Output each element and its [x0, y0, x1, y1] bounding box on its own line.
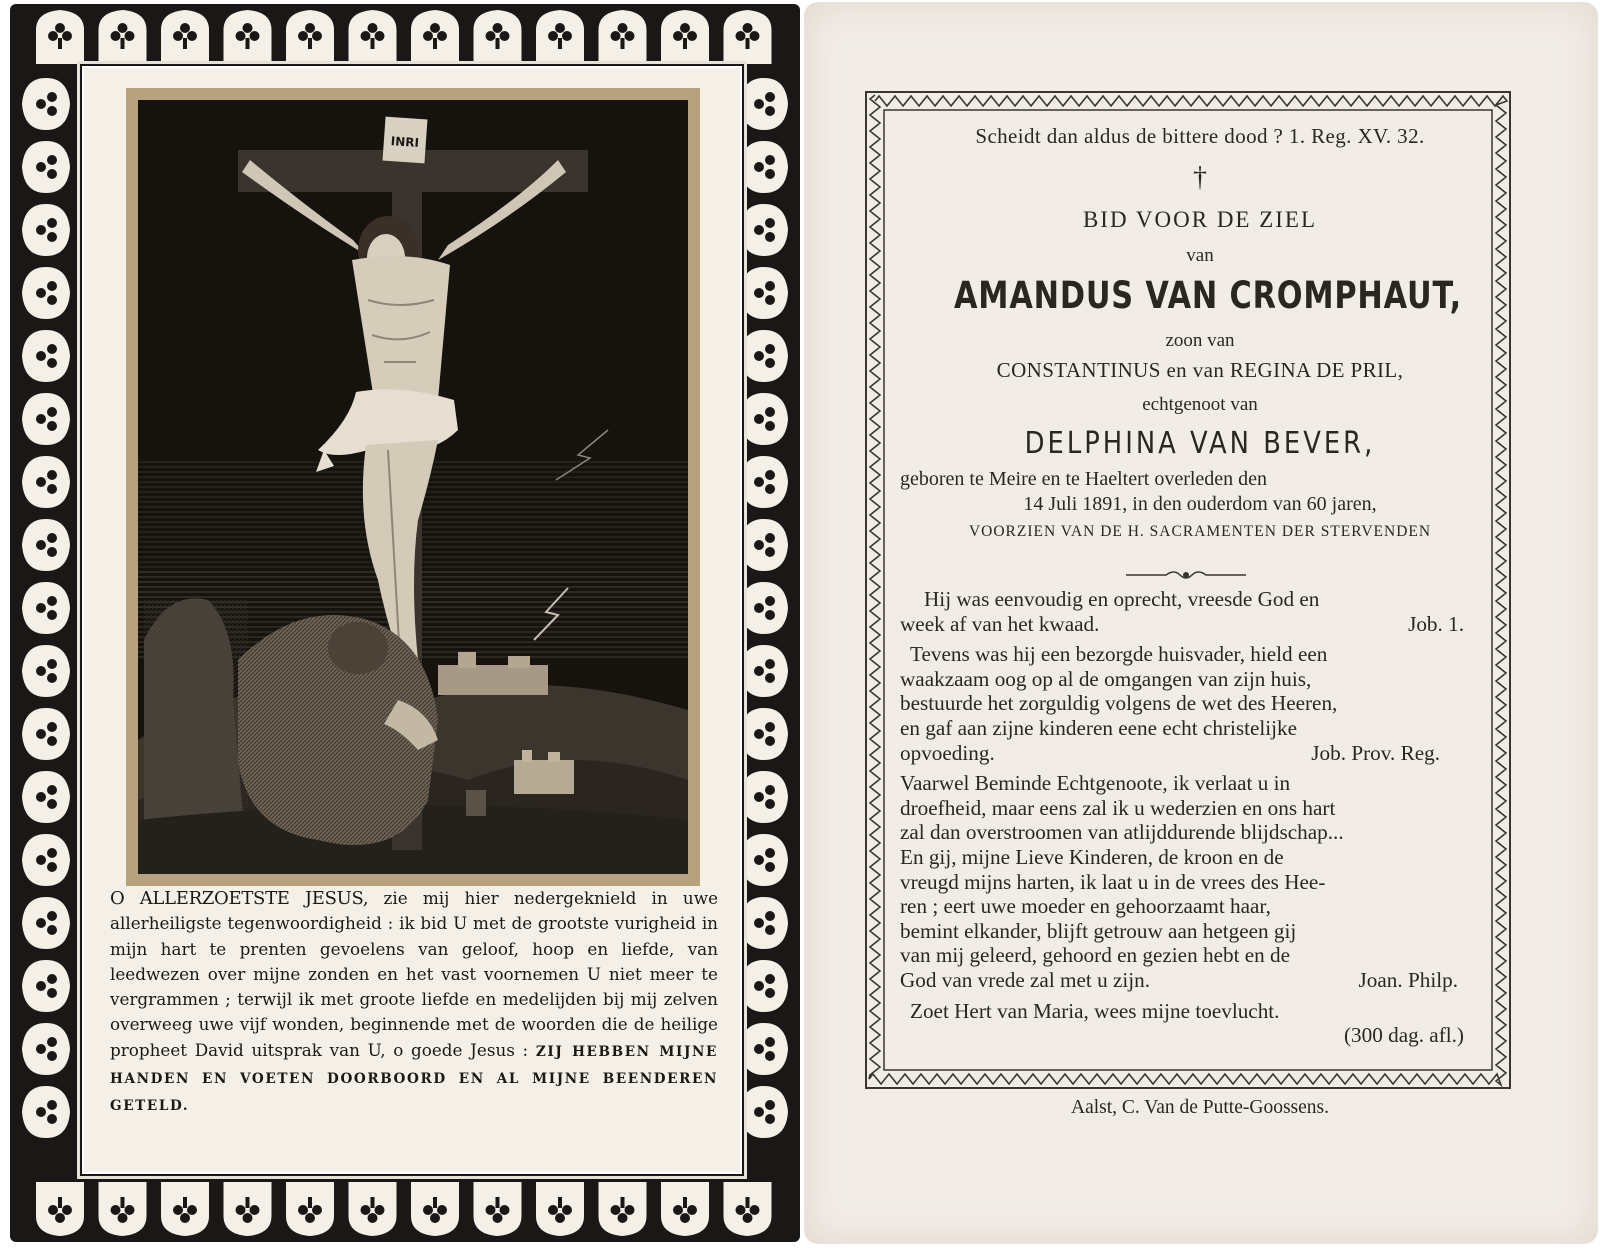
ornament-trefoil: [740, 1086, 788, 1138]
ornament-trefoil: [740, 1023, 788, 1075]
ornament-arch: [286, 1182, 334, 1236]
ornament-trefoil: [22, 393, 70, 445]
verse-line: God van vrede zal met u zijn.: [900, 967, 1151, 992]
scripture-verse: Scheidt dan aldus de bittere dood ? 1. Reg. XV. 32.: [975, 124, 1425, 148]
ornament-trefoil: [740, 204, 788, 256]
ornament-trefoil: [740, 645, 788, 697]
ornament-arch: [724, 1182, 772, 1236]
ornament-trefoil: [22, 78, 70, 130]
ornament-trefoil: [22, 645, 70, 697]
prayer-card-panel: [82, 66, 742, 1174]
prayer-quote: ZIJ HEBBEN MIJNE HANDEN EN VOETEN DOORBOORD EN AL MIJNE BEENDEREN GETELD.: [110, 1043, 718, 1115]
ornament-arch: [36, 1182, 84, 1236]
verse-line: van mij geleerd, gehoord en gezien hebt en de: [900, 943, 1291, 968]
parents-names: CONSTANTINUS en van REGINA DE PRIL,: [996, 358, 1404, 382]
verse-line: bestuurde het zorguldig volgens de wet des Heeren,: [900, 691, 1338, 716]
crucifixion-engraving: [138, 100, 688, 874]
ornament-arch: [99, 10, 147, 64]
ornament-trefoil: [740, 456, 788, 508]
verse-line: En gij, mijne Lieve Kinderen, de kroon en de: [900, 844, 1284, 869]
verse-line: waakzaam oog op al de omgangen van zijn huis,: [900, 666, 1312, 691]
ornament-trefoil: [22, 330, 70, 382]
spouse-name: DELPHINA VAN BEVER,: [1024, 426, 1376, 461]
ornament-arch: [286, 10, 334, 64]
memorial-card-back: [804, 2, 1598, 1244]
ornament-trefoil: [22, 267, 70, 319]
verse-line: ren ; eert uwe moeder en gehoorzaamt haar,: [900, 894, 1271, 919]
ornament-trefoil: [22, 960, 70, 1012]
verse-line: Tevens was hij een bezorgde huisvader, hield een: [910, 642, 1328, 667]
ornament-trefoil: [740, 267, 788, 319]
verse-line: Hij was eenvoudig en oprecht, vreesde God en: [924, 587, 1320, 611]
ornament-arch: [349, 10, 397, 64]
memorial-verses: [900, 587, 1464, 1048]
verse-line: week af van het kwaad.: [900, 611, 1100, 636]
ornament-trefoil: [22, 897, 70, 949]
indulgence-note: (300 dag. afl.): [1343, 1023, 1464, 1048]
ornament-trefoil: [740, 960, 788, 1012]
verse-line: en gaf aan zijne kinderen eene echt christelijke: [900, 715, 1298, 740]
ornament-trefoil: [22, 204, 70, 256]
husband-of-label: echtgenoot van: [1142, 394, 1258, 415]
verse-line: bemint elkander, blijft getrouw aan hetgeen gij: [900, 918, 1297, 943]
ornament-arch: [161, 10, 209, 64]
pray-for-soul-heading: BID VOOR DE ZIEL: [1082, 207, 1318, 232]
ornament-trefoil: [740, 708, 788, 760]
ornament-arch: [36, 10, 84, 64]
ornament-trefoil: [22, 708, 70, 760]
deceased-name: AMANDUS VAN CROMPHAUT,: [954, 274, 1463, 317]
ornament-arch: [349, 1182, 397, 1236]
ornament-arch: [599, 10, 647, 64]
ornament-arch: [724, 10, 772, 64]
verse-reference: Job. 1.: [1408, 611, 1464, 636]
ornament-arch: [536, 1182, 584, 1236]
birth-death-line-2: 14 Juli 1891, in den ouderdom van 60 jaren,: [1023, 493, 1377, 515]
ornament-arch: [474, 10, 522, 64]
ornament-trefoil: [22, 1086, 70, 1138]
verse-line: opvoeding.: [900, 740, 995, 765]
ornament-trefoil: [22, 519, 70, 571]
ornament-arch: [599, 1182, 647, 1236]
ornament-trefoil: [740, 582, 788, 634]
verse-line: vreugd mijns harten, ik laat u in de vrees des Hee-: [900, 869, 1326, 894]
ornament-arch: [161, 1182, 209, 1236]
verse-line: Vaarwel Beminde Echtgenoote, ik verlaat u in: [900, 771, 1291, 796]
ornament-trefoil: [22, 834, 70, 886]
ornament-trefoil: [22, 1023, 70, 1075]
ornament-trefoil: [740, 393, 788, 445]
ornament-trefoil: [740, 519, 788, 571]
verse-line: droefheid, maar eens zal ik u wederzien en ons hart: [900, 795, 1336, 820]
ornament-arch: [474, 1182, 522, 1236]
son-of-label: zoon van: [1165, 330, 1235, 351]
ornament-trefoil: [740, 330, 788, 382]
ornament-trefoil: [22, 771, 70, 823]
ornament-trefoil: [740, 771, 788, 823]
crucifixion-illustration: [138, 100, 688, 874]
ornament-arch: [99, 1182, 147, 1236]
divider-ornament: [1126, 567, 1246, 583]
verse-reference: Joan. Philp.: [1358, 967, 1458, 992]
printer-imprint: Aalst, C. Van de Putte-Goossens.: [1070, 1097, 1329, 1118]
ornament-trefoil: [740, 141, 788, 193]
ornament-trefoil: [740, 78, 788, 130]
sacraments-line: VOORZIEN VAN DE H. SACRAMENTEN DER STERVENDEN: [968, 523, 1432, 540]
engraving-gold-frame: [126, 88, 700, 886]
ornament-trefoil: [22, 456, 70, 508]
prayer-card-front: [10, 4, 800, 1242]
ornament-trefoil: [740, 834, 788, 886]
ornament-trefoil: [22, 141, 70, 193]
inri-label: INRI: [390, 134, 420, 150]
prayer-body: zie mij hier nedergeknield in uwe allerheiligste tegenwoordigheid : ik bid U met de grootste vurigheid in mijn hart te prenten gevoelens van geloof, hoop en liefde, van leedwezen over mijne zonden en het vast voornemen U niet meer te vergrammen ; terwijl ik met groote liefde en medelijden bij mij zelven overweeg uwe vijf wonden, beginnende met de woorden die de heilige propheet David uitsprak van U, o goede Jesus :: [110, 888, 718, 1060]
ornament-arch: [411, 10, 459, 64]
birth-death-line-1: geboren te Meire en te Haeltert overleden den: [900, 468, 1268, 490]
ornament-arch: [224, 10, 272, 64]
prayer-lead: O ALLERZOETSTE JESUS,: [110, 888, 369, 909]
ornament-arch: [661, 1182, 709, 1236]
invocation-line: Zoet Hert van Maria, wees mijne toevlucht.: [910, 998, 1280, 1023]
ornament-trefoil: [740, 897, 788, 949]
ornament-arch: [411, 1182, 459, 1236]
cross-icon: †: [1193, 162, 1207, 193]
ornament-arch: [661, 10, 709, 64]
ornament-arch: [536, 10, 584, 64]
ornament-arch: [224, 1182, 272, 1236]
verse-reference: Job. Prov. Reg.: [1311, 740, 1440, 765]
ornament-trefoil: [22, 582, 70, 634]
verse-line: zal dan overstroomen van atlijddurende blijdschap...: [900, 820, 1344, 845]
of-label: van: [1186, 245, 1214, 266]
prayer-text: [110, 886, 718, 1120]
